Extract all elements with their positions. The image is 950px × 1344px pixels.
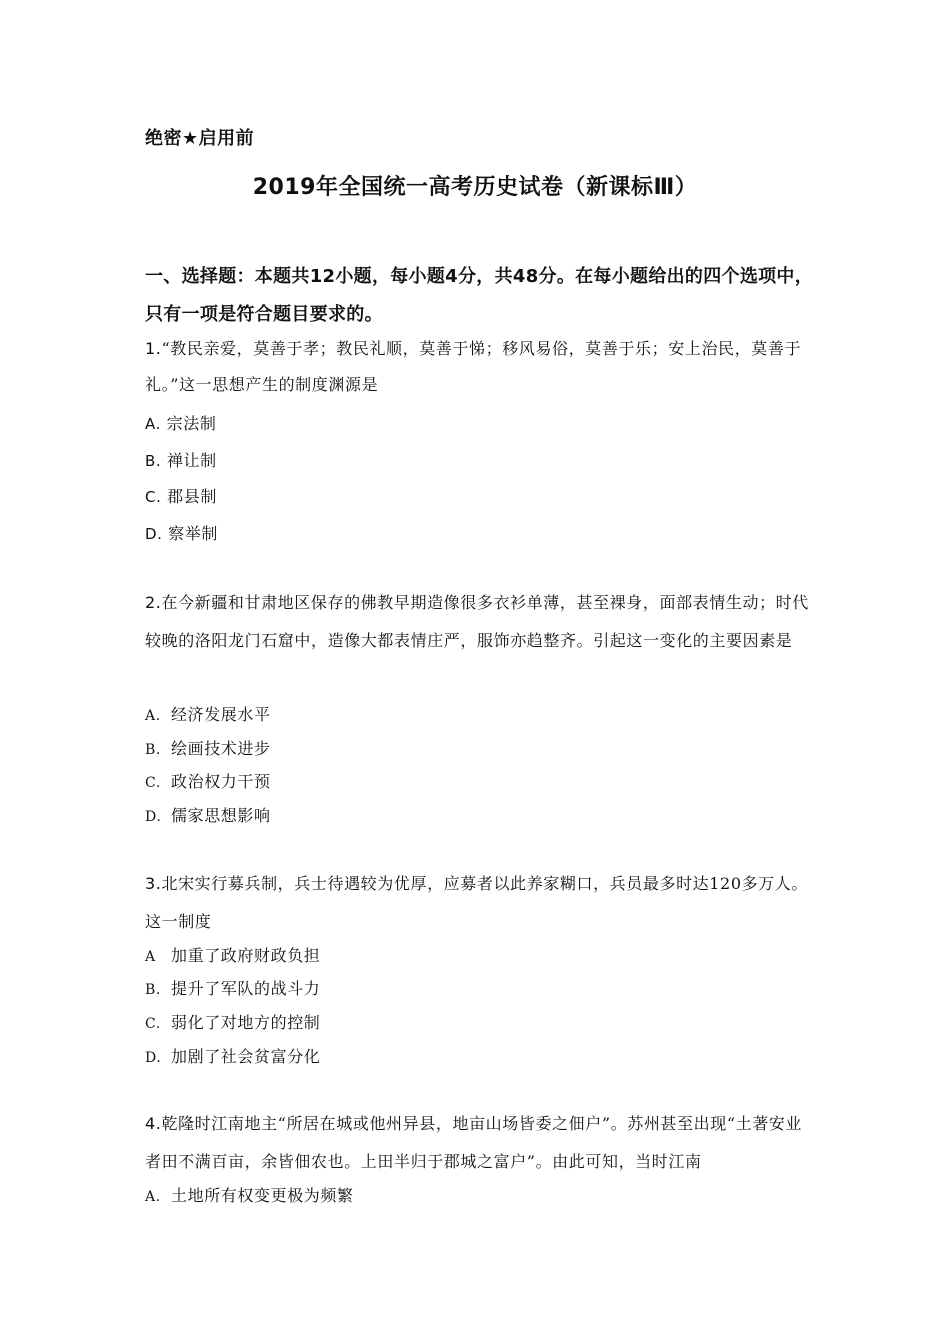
question-3-option-c bbox=[145, 1010, 320, 1033]
option-letter: B. bbox=[145, 452, 162, 470]
question-1-option-b bbox=[145, 448, 217, 471]
question-3-option-b bbox=[145, 976, 320, 999]
question-3-option-a bbox=[145, 943, 320, 966]
option-text: 儒家思想影响 bbox=[171, 806, 271, 825]
option-letter: D. bbox=[145, 809, 162, 825]
question-2-option-a bbox=[145, 702, 271, 725]
option-letter: A. bbox=[145, 708, 161, 724]
option-text: 察举制 bbox=[168, 524, 219, 543]
option-letter: A. bbox=[145, 415, 161, 433]
option-letter: D. bbox=[145, 525, 163, 543]
option-text: 土地所有权变更极为频繁 bbox=[171, 1186, 354, 1205]
question-2-stem bbox=[145, 584, 810, 660]
option-letter: A bbox=[145, 949, 156, 965]
option-text: 经济发展水平 bbox=[171, 705, 271, 724]
question-number: 2. bbox=[145, 593, 162, 612]
option-text: 加重了政府财政负担 bbox=[171, 946, 321, 965]
option-text: 政治权力干预 bbox=[171, 772, 271, 791]
exam-title: 2019年全国统一高考历史试卷（新课标Ⅲ） bbox=[252, 175, 698, 200]
question-2-option-d bbox=[145, 803, 271, 826]
option-letter: C. bbox=[145, 775, 161, 791]
option-text: 宗法制 bbox=[166, 414, 217, 433]
option-letter: A. bbox=[145, 1189, 161, 1205]
question-1-option-a bbox=[145, 411, 216, 434]
question-3-stem bbox=[145, 865, 810, 941]
question-3-option-d bbox=[145, 1044, 320, 1067]
option-letter: B. bbox=[145, 742, 161, 758]
question-text: 在今新疆和甘肃地区保存的佛教早期造像很多衣衫单薄，甚至裸身，面部表情生动；时代较晚的洛阳龙门石窟中，造像大都表情庄严，服饰亦趋整齐。引起这一变化的主要因素是 bbox=[145, 593, 809, 650]
option-letter: C. bbox=[145, 488, 162, 506]
question-number: 1. bbox=[145, 339, 162, 358]
question-text: 北宋实行募兵制，兵士待遇较为优厚，应募者以此养家糊口，兵员最多时达120多万人。这一制度 bbox=[145, 874, 809, 931]
question-4-stem bbox=[145, 1105, 810, 1181]
option-text: 禅让制 bbox=[166, 451, 217, 470]
question-1-option-d bbox=[145, 521, 218, 544]
question-text: “教民亲爱，莫善于孝；教民礼顺，莫善于悌；移风易俗，莫善于乐；安上治民，莫善于礼。”这一思想产生的制度渊源是 bbox=[145, 339, 802, 394]
question-text: 乾隆时江南地主“所居在城或他州异县，地亩山场皆委之佃户”。苏州甚至出现“土著安业者田不满百亩，余皆佃农也。上田半归于郡城之富户”。由此可知，当时江南 bbox=[145, 1114, 803, 1171]
question-1-option-c bbox=[145, 484, 217, 507]
question-number: 4. bbox=[145, 1114, 162, 1133]
question-4-option-a bbox=[145, 1183, 354, 1206]
option-text: 绘画技术进步 bbox=[171, 739, 271, 758]
question-2-option-b bbox=[145, 736, 271, 759]
confidential-label: 绝密★启用前 bbox=[145, 128, 255, 149]
option-text: 加剧了社会贫富分化 bbox=[171, 1047, 321, 1066]
question-1-stem bbox=[145, 331, 810, 403]
option-text: 郡县制 bbox=[167, 487, 217, 506]
question-number: 3. bbox=[145, 874, 162, 893]
section-heading: 一、选择题：本题共12小题，每小题4分，共48分。在每小题给出的四个选项中，只有一项是符合题目要求的。 bbox=[145, 266, 814, 325]
option-letter: C. bbox=[145, 1016, 161, 1032]
question-2-option-c bbox=[145, 769, 271, 792]
option-letter: D. bbox=[145, 1050, 162, 1066]
option-text: 弱化了对地方的控制 bbox=[171, 1013, 321, 1032]
option-text: 提升了军队的战斗力 bbox=[171, 979, 321, 998]
option-letter: B. bbox=[145, 982, 161, 998]
